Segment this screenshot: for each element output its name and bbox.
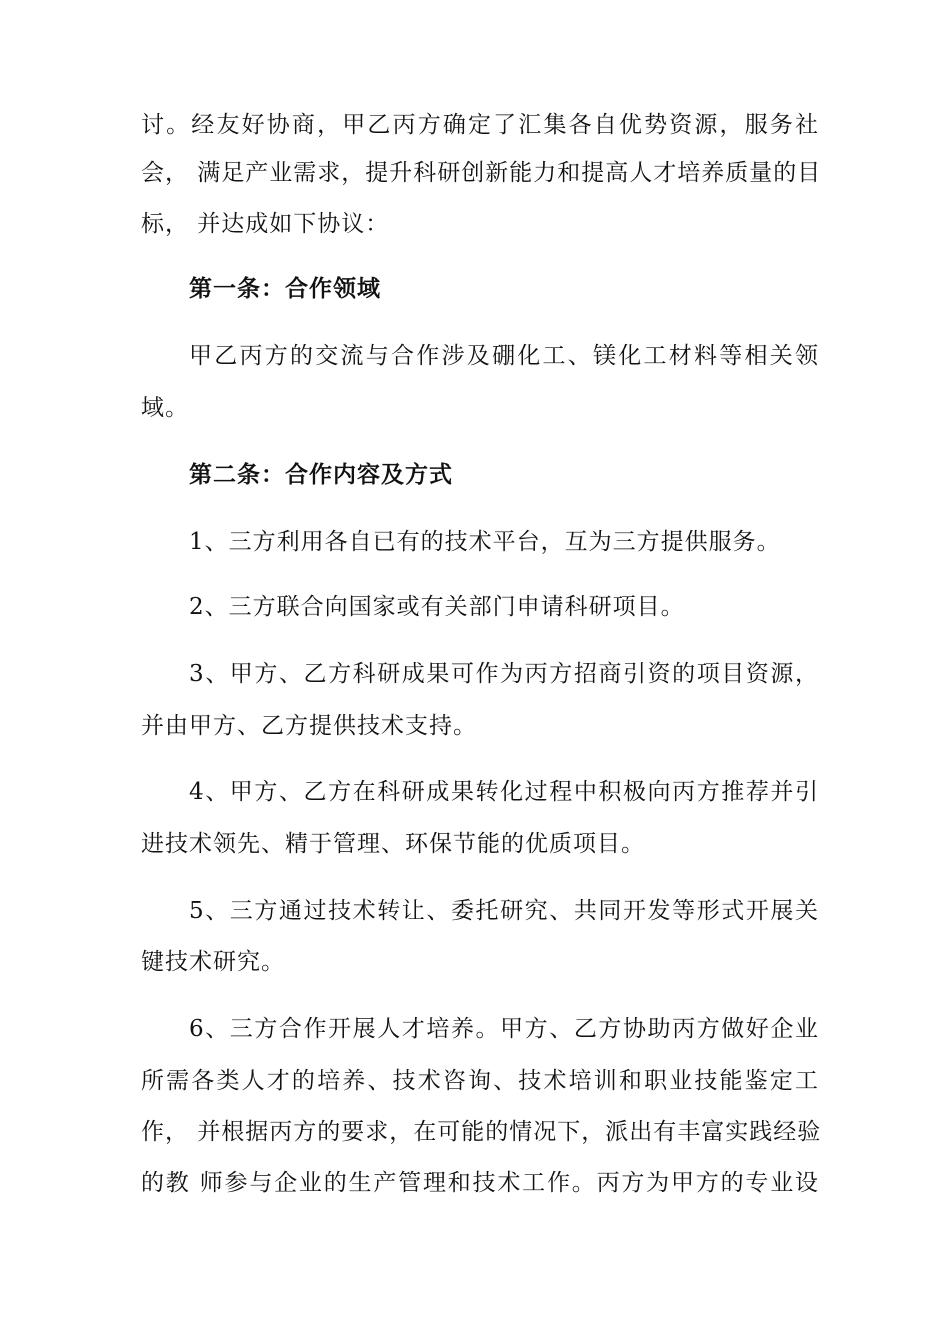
paragraph-line: 键技术研究。 <box>141 949 285 975</box>
list-item: 2、三方联合向国家或有关部门申请科研项目。 <box>189 594 685 620</box>
list-item: 4、甲方、乙方在科研成果转化过程中积极向丙方推荐并引 <box>189 779 819 805</box>
list-item: 6、三方合作开展人才培养。甲方、乙方协助丙方做好企业 <box>189 1016 819 1042</box>
list-item: 3、甲方、乙方科研成果可作为丙方招商引资的项目资源， <box>189 661 819 687</box>
paragraph-line: 会， 满足产业需求，提升科研创新能力和提高人才培养质量的目 <box>141 160 822 186</box>
section-heading: 第二条：合作内容及方式 <box>189 461 453 488</box>
paragraph-line: 作， 并根据丙方的要求，在可能的情况下，派出有丰富实践经验 <box>141 1119 822 1145</box>
paragraph-line: 标， 并达成如下协议： <box>141 211 390 237</box>
list-item: 5、三方通过技术转让、委托研究、共同开发等形式开展关 <box>189 898 819 924</box>
paragraph-line: 讨。经友好协商，甲乙丙方确定了汇集各自优势资源，服务社 <box>141 112 819 138</box>
paragraph-line: 并由甲方、乙方提供技术支持。 <box>141 713 477 739</box>
paragraph-line: 域。 <box>141 395 189 421</box>
paragraph-line: 甲乙丙方的交流与合作涉及硼化工、镁化工材料等相关领 <box>189 343 819 369</box>
list-item: 1、三方利用各自已有的技术平台，互为三方提供服务。 <box>189 529 781 555</box>
paragraph-line: 进技术领先、精于管理、环保节能的优质项目。 <box>141 831 645 857</box>
paragraph-line: 所需各类人才的培养、技术咨询、技术培训和职业技能鉴定工 <box>141 1068 819 1094</box>
paragraph-line: 的教 师参与企业的生产管理和技术工作。丙方为甲方的专业设 <box>141 1170 819 1196</box>
section-heading: 第一条：合作领域 <box>189 275 381 302</box>
